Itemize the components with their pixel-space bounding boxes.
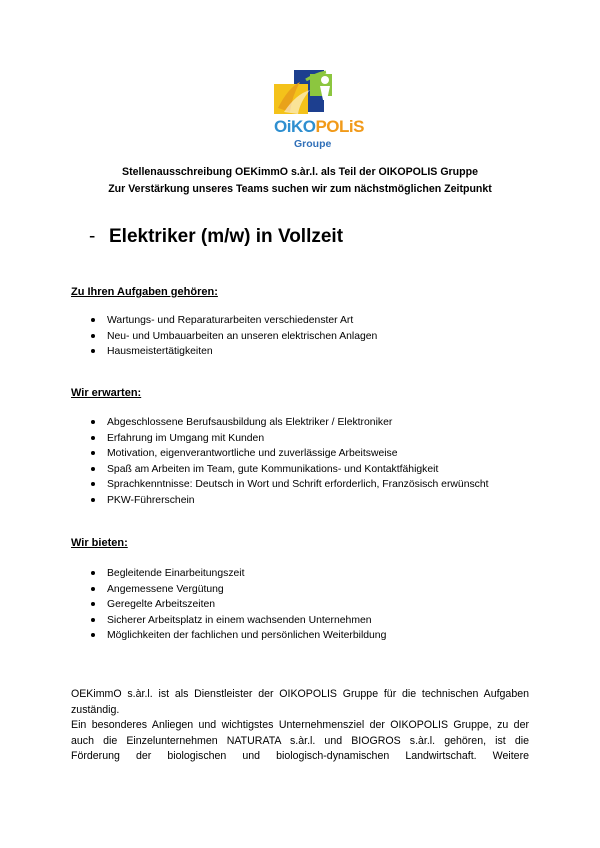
list-item: Wartungs- und Reparaturarbeiten verschiedenster Art xyxy=(89,313,377,329)
header-line-2: Zur Verstärkung unseres Teams suchen wir zum nächstmöglichen Zeitpunkt xyxy=(108,183,492,195)
paragraph-line: Förderung der biologischen und biologisch-dynamischen Landwirtschaft. Weitere xyxy=(71,750,529,763)
list-item: Abgeschlossene Berufsausbildung als Elektriker / Elektroniker xyxy=(89,415,489,431)
logo-subtitle: Groupe xyxy=(294,138,332,150)
logo-polis-text: POLiS xyxy=(315,117,364,136)
offer-list xyxy=(89,566,386,644)
list-item: Begleitende Einarbeitungszeit xyxy=(89,566,386,582)
paragraph-line: zuständig. xyxy=(71,703,120,716)
job-title: Elektriker (m/w) in Vollzeit xyxy=(109,226,344,247)
tasks-list xyxy=(89,313,377,360)
list-item: Sicherer Arbeitsplatz in einem wachsenden Unternehmen xyxy=(89,613,386,629)
list-item: Neu- und Umbauarbeiten an unseren elektrischen Anlagen xyxy=(89,329,377,345)
section-heading-expect: Wir erwarten: xyxy=(71,387,142,399)
logo-emblem-icon xyxy=(270,68,350,120)
job-title-row xyxy=(89,226,343,248)
list-item: Möglichkeiten der fachlichen und persönlichen Weiterbildung xyxy=(89,628,386,644)
logo-wordmark xyxy=(274,118,362,136)
title-dash: - xyxy=(89,226,96,247)
list-item: Hausmeistertätigkeiten xyxy=(89,344,377,360)
oikopolis-logo xyxy=(270,68,364,152)
list-item: Sprachkenntnisse: Deutsch in Wort und Schrift erforderlich, Französisch erwünscht xyxy=(89,477,489,493)
list-item: Angemessene Vergütung xyxy=(89,582,386,598)
list-item: Spaß am Arbeiten im Team, gute Kommunikations- und Kontaktfähigkeit xyxy=(89,462,489,478)
logo-oiko-text: OiKO xyxy=(274,117,316,136)
paragraph-line: Ein besonderes Anliegen und wichtigstes Unternehmensziel der OIKOPOLIS Gruppe, zu der xyxy=(71,719,529,731)
company-paragraph-1 xyxy=(71,687,529,718)
expectations-list xyxy=(89,415,489,509)
list-item: Motivation, eigenverantwortliche und zuverlässige Arbeitsweise xyxy=(89,446,489,462)
paragraph-line: OEKimmO s.àr.l. ist als Dienstleister der OIKOPOLIS Gruppe für die technischen Aufgaben xyxy=(71,688,529,700)
list-item: Geregelte Arbeitszeiten xyxy=(89,597,386,613)
section-heading-offer: Wir bieten: xyxy=(71,537,128,549)
list-item: Erfahrung im Umgang mit Kunden xyxy=(89,431,489,447)
paragraph-line: auch die Einzelunternehmen NATURATA s.àr.l. und BIOGROS s.àr.l. gehören, ist die xyxy=(71,734,529,747)
list-item: PKW-Führerschein xyxy=(89,493,489,509)
company-paragraph-2 xyxy=(71,718,529,765)
header-line-1: Stellenausschreibung OEKimmO s.àr.l. als Teil der OIKOPOLIS Gruppe xyxy=(122,166,478,178)
section-heading-tasks: Zu Ihren Aufgaben gehören: xyxy=(71,286,218,298)
